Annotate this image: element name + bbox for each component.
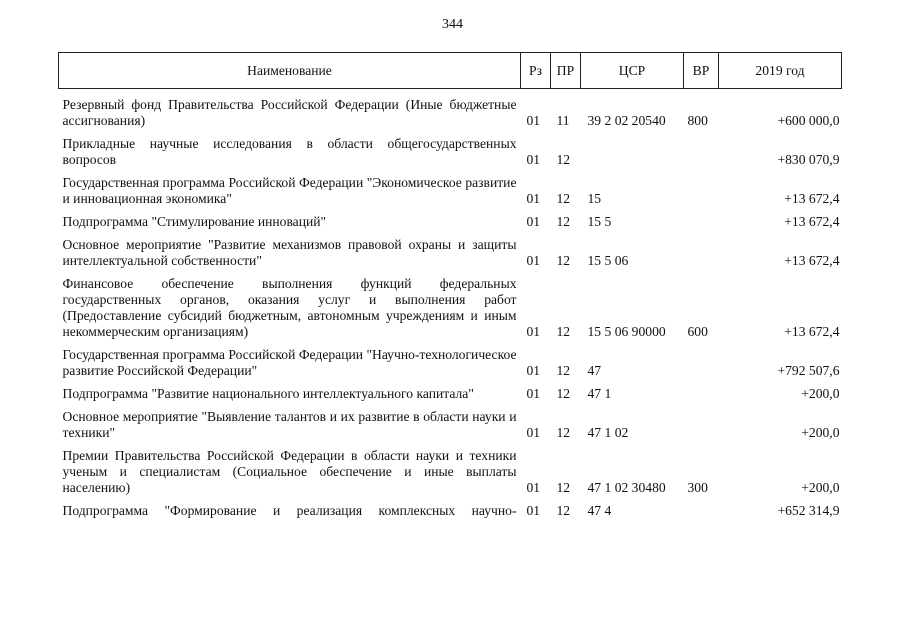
cell-vr: [684, 386, 719, 402]
cell-vr: [684, 175, 719, 207]
cell-rz: 01: [526, 324, 541, 339]
table-row: [59, 214, 842, 230]
cell-amount: +600 000,0: [777, 113, 840, 128]
cell-rz: 01: [526, 503, 541, 518]
header-vr: ВР: [684, 53, 719, 89]
header-year: 2019 год: [719, 53, 842, 89]
table-row: [59, 409, 842, 441]
cell-csr: 15 5 06 90000: [587, 324, 666, 339]
cell-name: Основное мероприятие "Развитие механизмов правовой охраны и защиты интеллектуальной собственности": [62, 237, 517, 268]
cell-csr: 47 1 02 30480: [587, 480, 666, 495]
cell-amount: +652 314,9: [777, 503, 840, 518]
cell-rz: 01: [526, 253, 541, 268]
cell-pr: 12: [556, 503, 571, 518]
table-row: [59, 237, 842, 269]
cell-rz: 01: [526, 191, 541, 206]
cell-vr: [684, 214, 719, 230]
cell-pr: 12: [556, 324, 571, 339]
cell-amount: +13 672,4: [784, 191, 840, 206]
table-row: [59, 347, 842, 379]
cell-name: Прикладные научные исследования в области общегосударственных вопросов: [62, 136, 517, 167]
cell-vr: [684, 136, 719, 168]
cell-name: Государственная программа Российской Федерации "Научно-технологическое развитие Российской Федерации": [62, 347, 517, 378]
cell-csr: 15 5 06: [587, 253, 629, 268]
cell-csr: 47 1: [587, 386, 612, 401]
cell-amount: +200,0: [801, 425, 840, 440]
page-number: 344: [442, 17, 463, 32]
header-pr: ПР: [551, 53, 581, 89]
cell-name: Финансовое обеспечение выполнения функций федеральных государственных органов, оказания услуг и выполнения работ (Предоставление субсидий бюджетным, автономным учреждениям и иным некоммерческим организациям): [62, 276, 517, 339]
cell-name: Подпрограмма "Развитие национального интеллектуального капитала": [62, 386, 474, 401]
cell-amount: +792 507,6: [777, 363, 840, 378]
table-row: [59, 175, 842, 207]
table-row: [59, 448, 842, 496]
cell-pr: 12: [556, 214, 571, 229]
cell-csr: 47 1 02: [587, 425, 629, 440]
table-header: [59, 53, 842, 89]
cell-pr: 12: [556, 363, 571, 378]
cell-csr: 15: [587, 191, 602, 206]
cell-csr: [581, 136, 684, 168]
cell-rz: 01: [526, 152, 541, 167]
cell-name: Государственная программа Российской Федерации "Экономическое развитие и инновационная экономика": [62, 175, 517, 206]
table-row: [59, 97, 842, 129]
cell-vr: [684, 409, 719, 441]
cell-amount: +13 672,4: [784, 324, 840, 339]
cell-rz: 01: [526, 480, 541, 495]
cell-name: Резервный фонд Правительства Российской Федерации (Иные бюджетные ассигнования): [62, 97, 517, 128]
cell-amount: +200,0: [801, 386, 840, 401]
cell-pr: 12: [556, 191, 571, 206]
header-rz: Рз: [521, 53, 551, 89]
cell-pr: 12: [556, 480, 571, 495]
table-body: [59, 89, 842, 520]
cell-pr: 12: [556, 152, 571, 167]
cell-rz: 01: [526, 113, 541, 128]
cell-csr: 39 2 02 20540: [587, 113, 666, 128]
cell-vr: 800: [687, 113, 708, 128]
cell-amount: +200,0: [801, 480, 840, 495]
table-row: [59, 386, 842, 402]
cell-name: Подпрограмма "Стимулирование инноваций": [62, 214, 327, 229]
cell-amount: +830 070,9: [777, 152, 840, 167]
cell-vr: 300: [687, 480, 708, 495]
budget-table: [58, 52, 842, 519]
cell-amount: +13 672,4: [784, 253, 840, 268]
header-name: Наименование: [59, 53, 521, 89]
cell-name: Подпрограмма "Формирование и реализация комплексных научно-: [62, 503, 517, 518]
cell-rz: 01: [526, 363, 541, 378]
cell-rz: 01: [526, 425, 541, 440]
cell-vr: [684, 347, 719, 379]
cell-name: Премии Правительства Российской Федерации в области науки и техники ученым и специалистам (Социальное обеспечение и иные выплаты населению): [62, 448, 517, 495]
cell-pr: 11: [556, 113, 570, 128]
cell-amount: +13 672,4: [784, 214, 840, 229]
cell-rz: 01: [526, 386, 541, 401]
cell-vr: 600: [687, 324, 708, 339]
table-row: [59, 136, 842, 168]
table-row: [59, 503, 842, 519]
cell-pr: 12: [556, 386, 571, 401]
cell-csr: 15 5: [587, 214, 612, 229]
cell-vr: [684, 237, 719, 269]
cell-pr: 12: [556, 425, 571, 440]
cell-vr: [684, 503, 719, 519]
cell-csr: 47 4: [587, 503, 612, 518]
cell-name: Основное мероприятие "Выявление талантов и их развитие в области науки и техники": [62, 409, 517, 440]
cell-csr: 47: [587, 363, 602, 378]
cell-pr: 12: [556, 253, 571, 268]
table-row: [59, 276, 842, 340]
cell-rz: 01: [526, 214, 541, 229]
header-csr: ЦСР: [581, 53, 684, 89]
